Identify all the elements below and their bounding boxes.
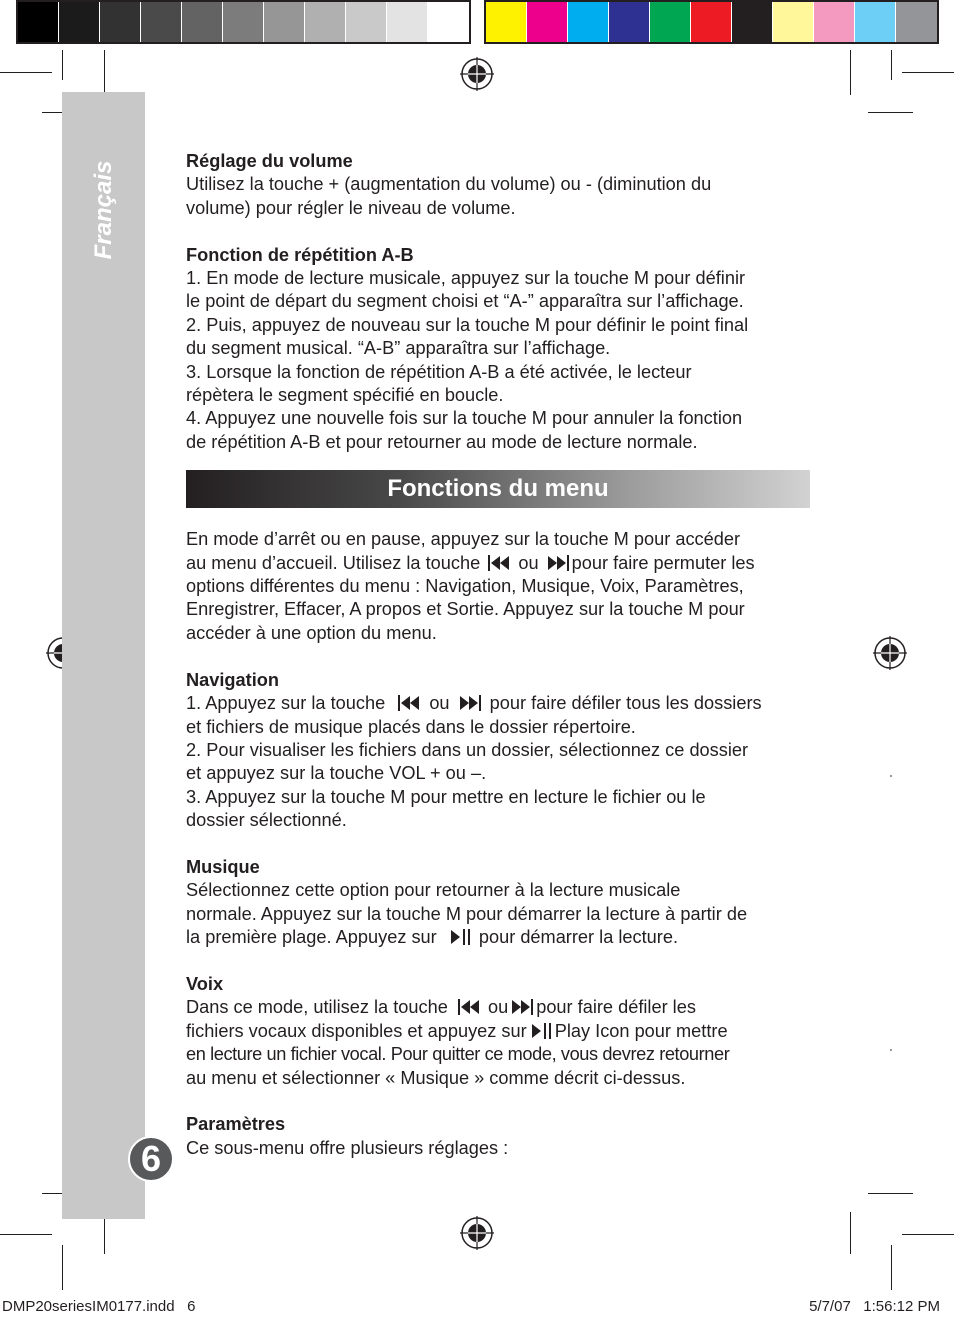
text-line: [186, 552, 816, 575]
crop-mark: [902, 1234, 954, 1235]
text-line: [186, 692, 816, 715]
text-line: répètera le segment spécifié en boucle.: [186, 385, 504, 406]
menu-functions-banner: Fonctions du menu: [186, 470, 810, 508]
color-swatch: [527, 2, 568, 42]
registration-mark-icon: [460, 1216, 494, 1250]
color-calibration-bar: [16, 0, 938, 44]
color-swatch: [855, 2, 896, 42]
text-fragment: pour démarrer la lecture.: [478, 927, 678, 948]
text-line: de répétition A-B et pour retourner au mode de lecture normale.: [186, 431, 698, 452]
text-fragment: pour faire permuter les: [571, 552, 755, 573]
text-fragment: ou: [429, 693, 450, 714]
color-swatches: [484, 0, 939, 44]
color-swatch: [609, 2, 650, 42]
text-fragment: pour faire défiler les: [536, 997, 696, 1018]
color-swatch: [732, 2, 773, 42]
gray-swatch: [141, 2, 182, 42]
gray-swatch: [18, 2, 59, 42]
text-line: options différentes du menu : Navigation, Musique, Voix, Paramètres,: [186, 576, 744, 597]
prev-track-icon: [487, 554, 511, 572]
text-fragment: Play Icon pour mettre: [554, 1020, 728, 1041]
language-label: Français: [90, 160, 117, 260]
text-line: 3. Appuyez sur la touche M pour mettre en lecture le fichier ou le: [186, 786, 706, 807]
color-swatch: [773, 2, 814, 42]
text-line: 4. Appuyez une nouvelle fois sur la touche M pour annuler la fonction: [186, 408, 743, 429]
color-swatch: [814, 2, 855, 42]
crop-mark: [850, 50, 851, 95]
gray-swatch: [387, 2, 428, 42]
gray-swatch: [59, 2, 100, 42]
text-line: accéder à une option du menu.: [186, 622, 437, 643]
text-fragment: pour faire défiler tous les dossiers: [489, 693, 762, 714]
text-fragment: au menu d’accueil. Utilisez la touche: [186, 552, 481, 573]
section-heading-navigation: Navigation: [186, 669, 279, 690]
section-heading-volume: Réglage du volume: [186, 151, 353, 171]
text-line: au menu et sélectionner « Musique » comme décrit ci-dessus.: [186, 1067, 686, 1088]
text-line: [186, 996, 816, 1019]
gray-swatch: [305, 2, 346, 42]
play-pause-icon: [448, 928, 472, 946]
text-line: dossier sélectionné.: [186, 810, 347, 831]
page-number-badge: 6: [128, 1136, 174, 1182]
text-line: Utilisez la touche + (augmentation du volume) ou - (diminution du: [186, 174, 712, 195]
text-fragment: fichiers vocaux disponibles et appuyez sur: [186, 1020, 527, 1041]
gray-swatch: [428, 2, 469, 42]
gray-swatch: [182, 2, 223, 42]
crop-mark: [104, 50, 105, 95]
text-line: Enregistrer, Effacer, A propos et Sortie. Appuyez sur la touche M pour: [186, 599, 745, 620]
crop-mark: [62, 50, 63, 80]
prev-track-icon: [396, 694, 422, 712]
footer-timestamp: 5/7/07 1:56:12 PM: [809, 1298, 940, 1315]
text-line: 3. Lorsque la fonction de répétition A-B a été activée, le lecteur: [186, 361, 692, 382]
footer-file-info: DMP20seriesIM0177.indd 6: [2, 1298, 196, 1315]
text-line: 1. En mode de lecture musicale, appuyez sur la touche M pour définir: [186, 268, 746, 289]
stray-dot: [890, 775, 892, 777]
color-swatch: [650, 2, 691, 42]
text-fragment: ou: [518, 552, 539, 573]
crop-mark: [0, 1234, 52, 1235]
manual-content: [186, 150, 816, 1160]
text-fragment: ou: [487, 997, 509, 1018]
text-line: [186, 1020, 816, 1043]
text-line: du segment musical. “A-B” apparaîtra sur l’affichage.: [186, 338, 611, 359]
stray-dot: [890, 1049, 892, 1051]
next-track-icon: [510, 998, 534, 1016]
text-fragment: Dans ce mode, utilisez la touche: [186, 997, 448, 1018]
crop-mark: [868, 112, 913, 113]
gray-swatch: [223, 2, 264, 42]
text-line: le point de départ du segment choisi et “A-” apparaîtra sur l’affichage.: [186, 291, 744, 312]
crop-mark: [62, 1245, 63, 1290]
color-swatch: [896, 2, 937, 42]
text-line: volume) pour régler le niveau de volume.: [186, 197, 516, 218]
crop-mark: [902, 72, 954, 73]
gray-swatch: [100, 2, 141, 42]
section-heading-parametres: Paramètres: [186, 1114, 286, 1135]
language-sidebar: [62, 92, 145, 1219]
text-fragment: la première plage. Appuyez sur: [186, 927, 437, 948]
text-fragment: 1. Appuyez sur la touche: [186, 693, 386, 714]
text-line: et fichiers de musique placés dans le dossier répertoire.: [186, 716, 636, 737]
prev-track-icon: [457, 998, 481, 1016]
text-line: [186, 926, 816, 949]
color-swatch: [568, 2, 609, 42]
crop-mark: [850, 1212, 851, 1254]
text-line: en lecture un fichier vocal. Pour quitter ce mode, vous devrez retourner: [186, 1044, 730, 1065]
next-track-icon: [546, 554, 570, 572]
crop-mark: [891, 1245, 892, 1290]
next-track-icon: [457, 694, 483, 712]
crop-mark: [891, 50, 892, 80]
crop-mark: [868, 1193, 913, 1194]
gray-swatch: [346, 2, 387, 42]
crop-mark: [0, 72, 52, 73]
text-line: Sélectionnez cette option pour retourner à la lecture musicale: [186, 880, 681, 901]
text-line: normale. Appuyez sur la touche M pour démarrer la lecture à partir de: [186, 903, 748, 924]
color-swatch: [486, 2, 527, 42]
text-line: 2. Puis, appuyez de nouveau sur la touche M pour définir le point final: [186, 314, 749, 335]
color-swatch: [691, 2, 732, 42]
section-heading-musique: Musique: [186, 856, 260, 877]
play-pause-icon: [529, 1022, 553, 1040]
registration-mark-icon: [873, 636, 907, 670]
section-heading-voix: Voix: [186, 973, 224, 994]
text-line: En mode d’arrêt ou en pause, appuyez sur la touche M pour accéder: [186, 529, 741, 550]
grayscale-swatches: [16, 0, 471, 44]
registration-mark-icon: [460, 57, 494, 91]
gray-swatch: [264, 2, 305, 42]
text-line: et appuyez sur la touche VOL + ou –.: [186, 763, 487, 784]
text-line: Ce sous-menu offre plusieurs réglages :: [186, 1137, 509, 1158]
section-heading-ab-repeat: Fonction de répétition A-B: [186, 244, 414, 265]
text-line: 2. Pour visualiser les fichiers dans un dossier, sélectionnez ce dossier: [186, 739, 749, 760]
